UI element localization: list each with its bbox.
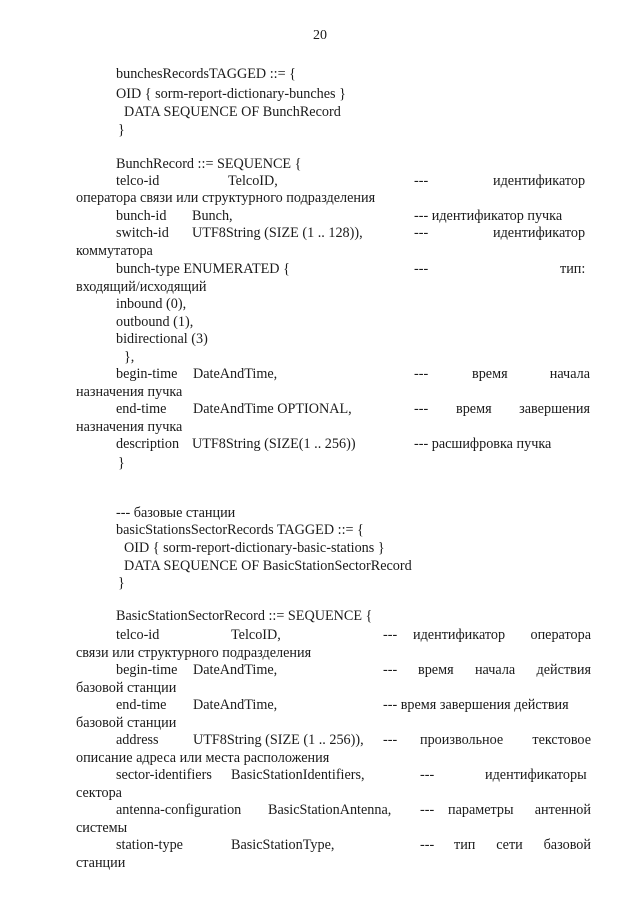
comment-continuation: назначения пучка <box>76 384 183 400</box>
comment-text: идентификаторы <box>485 767 587 783</box>
field-type: UTF8String (SIZE (1 .. 128)), <box>192 225 363 241</box>
comment-marker: --- <box>414 173 429 189</box>
code-line: OID { sorm-report-dictionary-bunches } <box>116 86 346 102</box>
comment-text: --- идентификатор пучка <box>414 208 563 224</box>
comment-word: время <box>418 662 454 678</box>
field-type: DateAndTime, <box>193 662 278 678</box>
comment-word: сети <box>496 837 523 853</box>
code-line: } <box>118 575 125 591</box>
field-name: sector-identifiers <box>116 767 212 783</box>
field-name: address <box>116 732 159 748</box>
comment-word: тип <box>454 837 476 853</box>
comment-text <box>472 366 590 383</box>
field-name: station-type <box>116 837 183 853</box>
field-name: description <box>116 436 180 452</box>
comment-continuation: описание адреса или места расположения <box>76 750 330 766</box>
comment-marker: --- <box>414 366 429 382</box>
comment-marker: --- <box>383 627 398 643</box>
field-type: UTF8String (SIZE(1 .. 256)) <box>192 436 356 452</box>
comment-continuation: системы <box>76 820 128 836</box>
field-name: end-time <box>116 697 167 713</box>
comment-text: --- расшифровка пучка <box>414 436 552 452</box>
comment-marker: --- <box>414 261 429 277</box>
comment-text <box>420 732 591 749</box>
comment-word: оператора <box>530 627 591 643</box>
comment-continuation: коммутатора <box>76 243 153 259</box>
comment-marker: --- <box>414 401 429 417</box>
code-line: } <box>118 455 125 471</box>
comment-continuation: оператора связи или структурного подразделения <box>76 190 376 206</box>
field-name: begin-time <box>116 662 178 678</box>
comment-continuation: назначения пучка <box>76 419 183 435</box>
comment-text <box>454 837 591 854</box>
code-line: OID { sorm-report-dictionary-basic-stations } <box>124 540 385 556</box>
enum-value: inbound (0), <box>116 296 187 312</box>
code-line: } <box>118 122 125 138</box>
comment-marker: --- <box>420 802 435 818</box>
field-name: telco-id <box>116 173 160 189</box>
comment-word: антенной <box>534 802 591 818</box>
field-type: DateAndTime OPTIONAL, <box>193 401 352 417</box>
comment-word: идентификатор <box>413 627 506 643</box>
field-type: BasicStationType, <box>231 837 335 853</box>
field-name: begin-time <box>116 366 178 382</box>
enum-value: outbound (1), <box>116 314 194 330</box>
comment-word: время <box>472 366 508 382</box>
code-line: DATA SEQUENCE OF BasicStationSectorRecord <box>124 558 412 574</box>
field-type: DateAndTime, <box>193 697 278 713</box>
field-name: bunch-type ENUMERATED { <box>116 261 290 277</box>
comment-marker: --- <box>414 225 429 241</box>
comment-text: тип: <box>560 261 586 277</box>
comment-marker: --- <box>383 732 398 748</box>
comment-text <box>456 401 590 418</box>
comment-word: действия <box>536 662 591 678</box>
comment-text: --- время завершения действия <box>383 697 569 713</box>
comment-word: базовой <box>543 837 591 853</box>
comment-text: идентификатор <box>493 173 586 189</box>
comment-word: текстовое <box>532 732 591 748</box>
page-number: 20 <box>313 28 327 43</box>
field-name: telco-id <box>116 627 160 643</box>
field-name: switch-id <box>116 225 169 241</box>
comment-text: идентификатор <box>493 225 586 241</box>
comment-word: параметры <box>448 802 514 818</box>
comment-continuation: станции <box>76 855 126 871</box>
comment-marker: --- <box>383 662 398 678</box>
field-type: BasicStationIdentifiers, <box>231 767 365 783</box>
enum-value: bidirectional (3) <box>116 331 208 347</box>
comment-text <box>413 627 591 644</box>
field-name: end-time <box>116 401 167 417</box>
comment-marker: --- <box>420 837 435 853</box>
code-line: DATA SEQUENCE OF BunchRecord <box>124 104 341 120</box>
comment-text <box>448 802 591 819</box>
field-type: BasicStationAntenna, <box>268 802 392 818</box>
field-type: UTF8String (SIZE (1 .. 256)), <box>193 732 364 748</box>
code-line: basicStationsSectorRecords TAGGED ::= { <box>116 522 364 538</box>
field-name: bunch-id <box>116 208 167 224</box>
comment-word: начала <box>474 662 516 678</box>
section-comment: --- базовые станции <box>116 505 236 521</box>
field-type: Bunch, <box>192 208 233 224</box>
code-line: BasicStationSectorRecord ::= SEQUENCE { <box>116 608 373 624</box>
comment-marker: --- <box>420 767 435 783</box>
code-line: }, <box>124 349 135 365</box>
field-type: DateAndTime, <box>193 366 278 382</box>
field-type: TelcoID, <box>228 173 278 189</box>
code-line: BunchRecord ::= SEQUENCE { <box>116 156 302 172</box>
field-name: antenna-configuration <box>116 802 242 818</box>
comment-word: начала <box>549 366 590 382</box>
comment-continuation: связи или структурного подразделения <box>76 645 312 661</box>
comment-text <box>418 662 591 679</box>
comment-word: произвольное <box>420 732 504 748</box>
comment-continuation: входящий/исходящий <box>76 279 207 295</box>
comment-continuation: базовой станции <box>76 715 177 731</box>
code-line: bunchesRecordsTAGGED ::= { <box>116 66 296 82</box>
comment-word: время <box>456 401 492 417</box>
comment-continuation: сектора <box>76 785 122 801</box>
comment-continuation: базовой станции <box>76 680 177 696</box>
field-type: TelcoID, <box>231 627 281 643</box>
comment-word: завершения <box>519 401 590 417</box>
